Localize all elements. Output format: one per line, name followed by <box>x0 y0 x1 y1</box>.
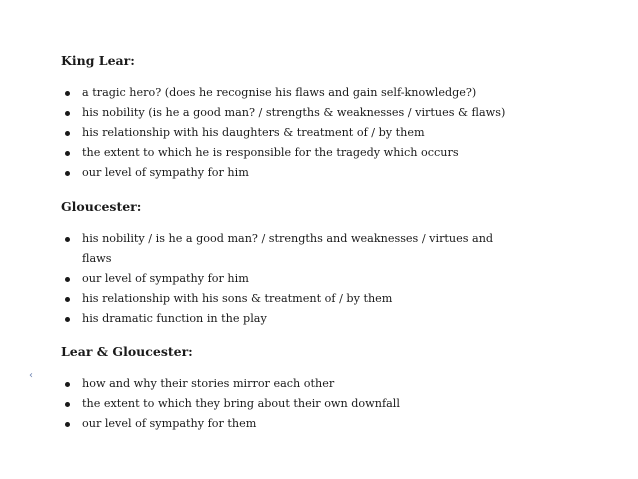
list-item: his relationship with his daughters & treatment of / by them <box>61 123 531 143</box>
list-item: how and why their stories mirror each other <box>61 374 531 394</box>
bullet-list-gloucester <box>61 229 531 329</box>
list-item: our level of sympathy for them <box>61 414 531 434</box>
anchor-icon: ‹ <box>29 370 33 381</box>
list-item: his nobility (is he a good man? / strengths & weaknesses / virtues & flaws) <box>61 103 531 123</box>
bullet-list-lear-and-gloucester <box>61 374 531 434</box>
section-heading-lear-and-gloucester: Lear & Gloucester: <box>61 344 193 359</box>
list-item: his relationship with his sons & treatment of / by them <box>61 289 531 309</box>
section-heading-king-lear: King Lear: <box>61 53 135 68</box>
list-item: his dramatic function in the play <box>61 309 531 329</box>
list-item: his nobility / is he a good man? / strengths and weaknesses / virtues and flaws <box>61 229 502 269</box>
bullet-list-king-lear <box>61 83 531 183</box>
list-item: a tragic hero? (does he recognise his flaws and gain self-knowledge?) <box>61 83 531 103</box>
section-heading-gloucester: Gloucester: <box>61 199 142 214</box>
list-item: our level of sympathy for him <box>61 269 531 289</box>
list-item: our level of sympathy for him <box>61 163 531 183</box>
list-item: the extent to which he is responsible for the tragedy which occurs <box>61 143 531 163</box>
list-item: the extent to which they bring about their own downfall <box>61 394 531 414</box>
